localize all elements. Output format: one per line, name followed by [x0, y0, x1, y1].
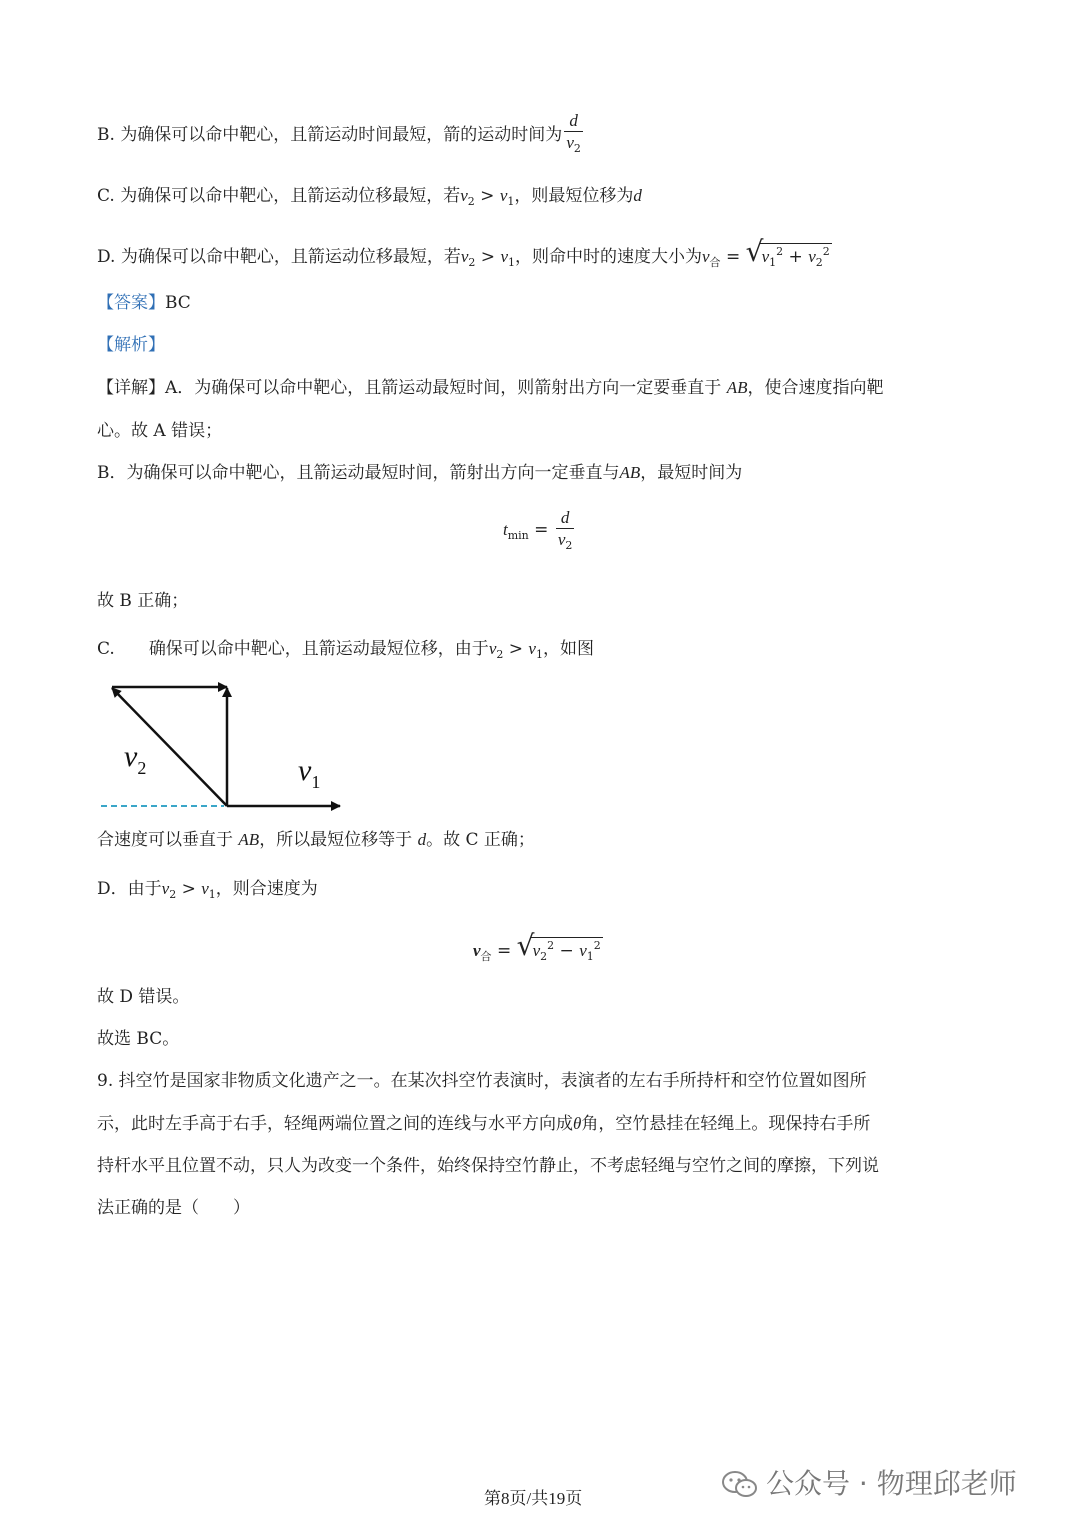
final-answer: 故选 BC。 [97, 1029, 180, 1049]
v-resultant-formula: $v_合$ = √ $v_2^2 - v_1^2$ [473, 929, 601, 963]
detail-line-1: 【详解】A．为确保可以命中靶心，且箭运动最短时间，则箭射出方向一定要垂直于 AB，使合速度指向靶 [97, 378, 884, 398]
detail-b-line: B．为确保可以命中靶心，且箭运动最短时间，箭射出方向一定垂直与AB，最短时间为 [97, 463, 743, 483]
question9-line-2: 示，此时左手高于右手，轻绳两端位置之间的连线与水平方向成θ角，空竹悬挂在轻绳上。现保持右手所 [97, 1114, 871, 1134]
question9-line-1: 9. 抖空竹是国家非物质文化遗产之一。在某次抖空竹表演时，表演者的左右手所持杆和空竹位置如图所 [97, 1071, 867, 1091]
watermark-text: 公众号 · 物理邱老师 [766, 1467, 1017, 1500]
detail-c-conclusion: 合速度可以垂直于 AB，所以最短位移等于 d。故 C 正确； [97, 830, 535, 850]
question9-line-3: 持杆水平且位置不动，只人为改变一个条件，始终保持空竹静止，不考虑轻绳与空竹之间的摩擦，下列说 [97, 1156, 879, 1176]
detail-c-line: C. 确保可以命中靶心，且箭运动最短位移，由于$v_2 > v_1$，如图 [97, 639, 594, 661]
watermark [722, 1462, 1017, 1502]
option-b [97, 113, 585, 158]
question9-line-4: 法正确的是（ ） [97, 1198, 250, 1218]
answer-line [97, 292, 191, 314]
option-text: 为确保可以命中靶心，且箭运动时间最短，箭的运动时间为 [120, 125, 563, 145]
answer-bracket: 【答案】 [97, 293, 165, 313]
v1-label: $v_1$ [298, 754, 321, 792]
v2-label: $v_2$ [124, 740, 147, 778]
analysis-heading: 【解析】 [97, 335, 165, 355]
velocity-vector-diagram [96, 676, 356, 822]
d-conclusion: 故 D 错误。 [97, 987, 190, 1007]
detail-d-line: D．由于$v_2 > v_1$，则合速度为 [97, 879, 318, 901]
option-d: D. 为确保可以命中靶心，且箭运动位移最短，若$v_2 > v_1$，则命中时的速度大小为$v_合$ = √ $v_1^2 + v_2^2$ [97, 235, 830, 269]
option-label: B. [97, 125, 115, 145]
tmin-formula: $t_{min}$ = $\frac{d}{v_2}$ [503, 508, 573, 552]
fraction: $\frac{d}{v_2}$ [566, 111, 581, 155]
page-number: 第8页/共19页 [484, 1489, 583, 1508]
detail-line-2: 心。故 A 错误； [97, 421, 223, 441]
option-c: C. 为确保可以命中靶心，且箭运动位移最短，若$v_2 > v_1$，则最短位移为d [97, 186, 642, 208]
sqrt-expression: √ $v_1^2 + v_2^2$ [745, 235, 830, 269]
wechat-icon [722, 1471, 758, 1499]
b-conclusion: 故 B 正确； [97, 591, 189, 611]
answer-value: BC [165, 293, 191, 313]
